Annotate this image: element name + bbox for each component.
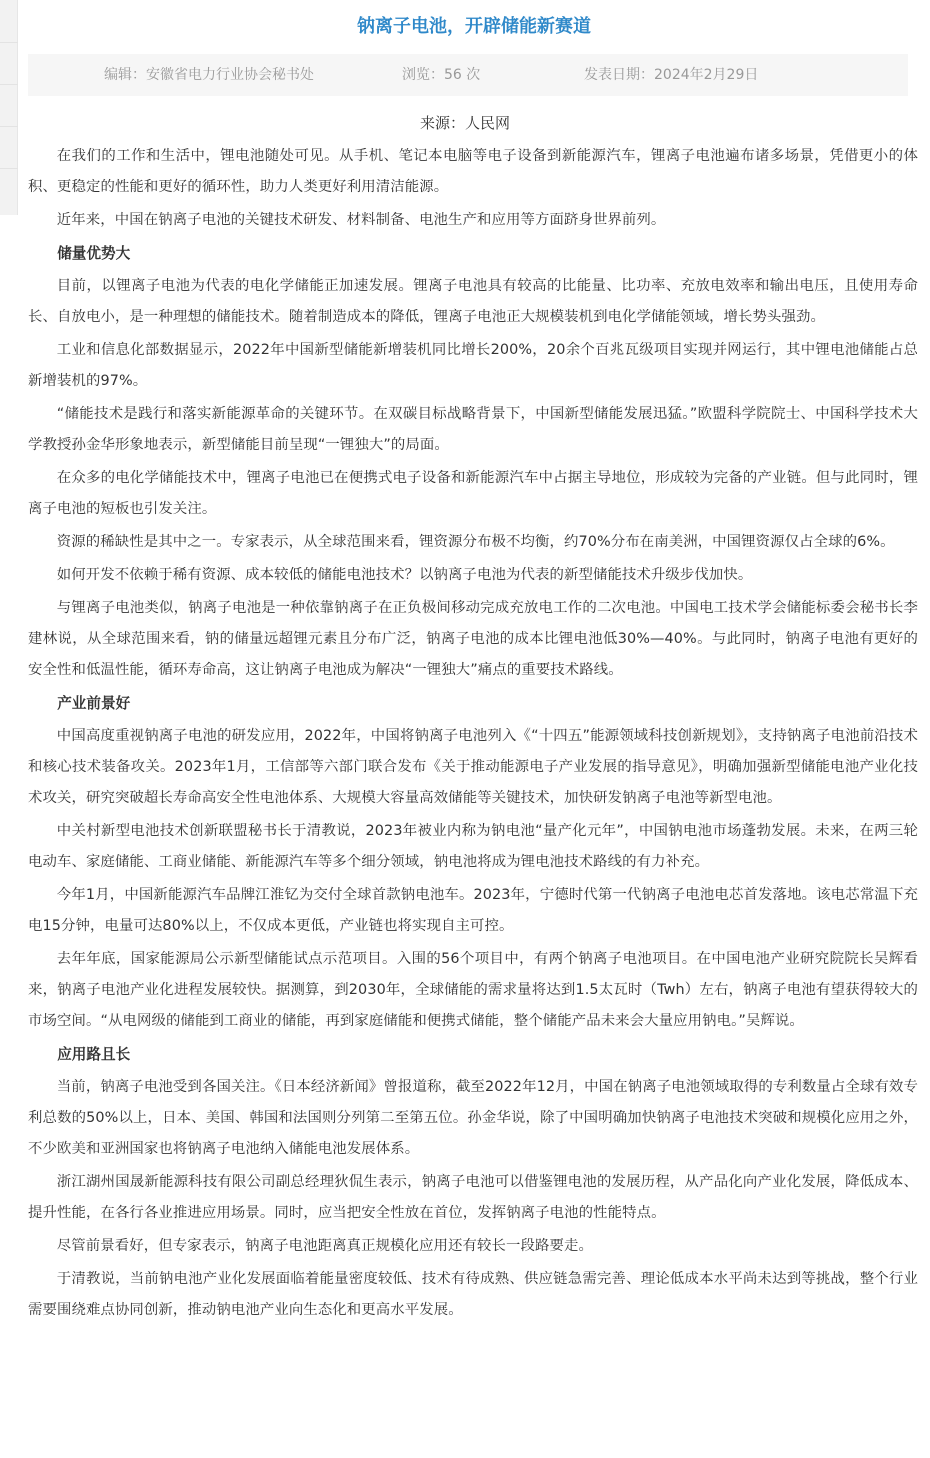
section-heading: 储量优势大 (57, 245, 131, 262)
paragraph: 去年年底，国家能源局公示新型储能试点示范项目。入围的56个项目中，有两个钠离子电池项目。在中国电池产业研究院院长吴辉看来，钠离子电池产业化进程发展较快。据测算，到2030年，全球储能的需求量将达到1.5太瓦时（Twh）左右，钠离子电池有望获得较大的市场空间。“从电网级的储能到工商业的储能，再到家庭储能和便携式储能，整个储能产品未来会大量应用钠电。”吴辉说。 (28, 951, 918, 1029)
paragraph: 在我们的工作和生活中，锂电池随处可见。从手机、笔记本电脑等电子设备到新能源汽车，锂离子电池遍布诸多场景，凭借更小的体积、更稳定的性能和更好的循环性，助力人类更好利用清洁能源。 (28, 148, 918, 195)
paragraph: 目前，以锂离子电池为代表的电化学储能正加速发展。锂离子电池具有较高的比能量、比功率、充放电效率和输出电压，且使用寿命长、自放电小，是一种理想的储能技术。随着制造成本的降低，锂离子电池正大规模装机到电化学储能领域，增长势头强劲。 (28, 278, 918, 325)
paragraph: 与锂离子电池类似，钠离子电池是一种依靠钠离子在正负极间移动完成充放电工作的二次电池。中国电工技术学会储能标委会秘书长李建林说，从全球范围来看，钠的储量远超锂元素且分布广泛，钠离子电池的成本比锂电池低30%—40%。与此同时，钠离子电池有更好的安全性和低温性能，循环寿命高，这让钠离子电池成为解决“一锂独大”痛点的重要技术路线。 (28, 600, 918, 678)
sidebar-divider (0, 84, 18, 85)
meta-views: 浏览：56 次 (402, 67, 481, 83)
paragraph: “储能技术是践行和落实新能源革命的关键环节。在双碳目标战略背景下，中国新型储能发展迅猛。”欧盟科学院院士、中国科学技术大学教授孙金华形象地表示，新型储能目前呈现“一锂独大”的局面。 (28, 406, 918, 453)
paragraph: 中关村新型电池技术创新联盟秘书长于清教说，2023年被业内称为钠电池“量产化元年”，中国钠电池市场蓬勃发展。未来，在两三轮电动车、家庭储能、工商业储能、新能源汽车等多个细分领域，钠电池将成为锂电池技术路线的有力补充。 (28, 823, 918, 870)
paragraph: 中国高度重视钠离子电池的研发应用，2022年，中国将钠离子电池列入《“十四五”能源领域科技创新规划》，支持钠离子电池前沿技术和核心技术装备攻关。2023年1月，工信部等六部门联合发布《关于推动能源电子产业发展的指导意见》，明确加强新型储能电池产业化技术攻关，研究突破超长寿命高安全性电池体系、大规模大容量高效储能等关键技术，加快研发钠离子电池等新型电池。 (28, 728, 918, 806)
paragraph: 尽管前景看好，但专家表示，钠离子电池距离真正规模化应用还有较长一段路要走。 (56, 1238, 593, 1254)
paragraph: 今年1月，中国新能源汽车品牌江淮钇为交付全球首款钠电池车。2023年，宁德时代第一代钠离子电池电芯首发落地。该电芯常温下充电15分钟，电量可达80%以上，不仅成本更低，产业链也将实现自主可控。 (28, 887, 918, 934)
article-title: 钠离子电池，开辟储能新赛道 (357, 16, 591, 37)
paragraph: 近年来，中国在钠离子电池的关键技术研发、材料制备、电池生产和应用等方面跻身世界前列。 (56, 212, 666, 228)
section-heading: 产业前景好 (57, 695, 131, 712)
meta-editor: 编辑：安徽省电力行业协会秘书处 (104, 67, 314, 83)
left-sidebar-strip (0, 0, 18, 215)
paragraph: 如何开发不依赖于稀有资源、成本较低的储能电池技术？以钠离子电池为代表的新型储能技术升级步伐加快。 (56, 567, 753, 583)
paragraph: 资源的稀缺性是其中之一。专家表示，从全球范围来看，锂资源分布极不均衡，约70%分布在南美洲，中国锂资源仅占全球的6%。 (56, 534, 895, 550)
paragraph: 于清教说，当前钠电池产业化发展面临着能量密度较低、技术有待成熟、供应链急需完善、理论低成本水平尚未达到等挑战，整个行业需要围绕难点协同创新，推动钠电池产业向生态化和更高水平发展。 (28, 1271, 918, 1318)
paragraph: 工业和信息化部数据显示，2022年中国新型储能新增装机同比增长200%，20余个百兆瓦级项目实现并网运行，其中锂电池储能占总新增装机的97%。 (28, 342, 918, 389)
paragraph: 浙江湖州国晟新能源科技有限公司副总经理狄侃生表示，钠离子电池可以借鉴锂电池的发展历程，从产品化向产业化发展，降低成本、提升性能，在各行各业推进应用场景。同时，应当把安全性放在首位，发挥钠离子电池的性能特点。 (28, 1174, 918, 1221)
article-meta-bar (28, 54, 908, 96)
meta-date: 发表日期：2024年2月29日 (584, 67, 759, 83)
article-source: 来源：人民网 (419, 114, 510, 132)
sidebar-divider (0, 168, 18, 169)
section-heading: 应用路且长 (57, 1046, 131, 1063)
paragraph: 当前，钠离子电池受到各国关注。《日本经济新闻》曾报道称，截至2022年12月，中国在钠离子电池领域取得的专利数量占全球有效专利总数的50%以上，日本、美国、韩国和法国则分列第二至第五位。孙金华说，除了中国明确加快钠离子电池技术突破和规模化应用之外，不少欧美和亚洲国家也将钠离子电池纳入储能电池发展体系。 (28, 1079, 918, 1157)
sidebar-divider (0, 42, 18, 43)
article-body (28, 141, 918, 1328)
paragraph: 在众多的电化学储能技术中，锂离子电池已在便携式电子设备和新能源汽车中占据主导地位，形成较为完备的产业链。但与此同时，锂离子电池的短板也引发关注。 (28, 470, 918, 517)
